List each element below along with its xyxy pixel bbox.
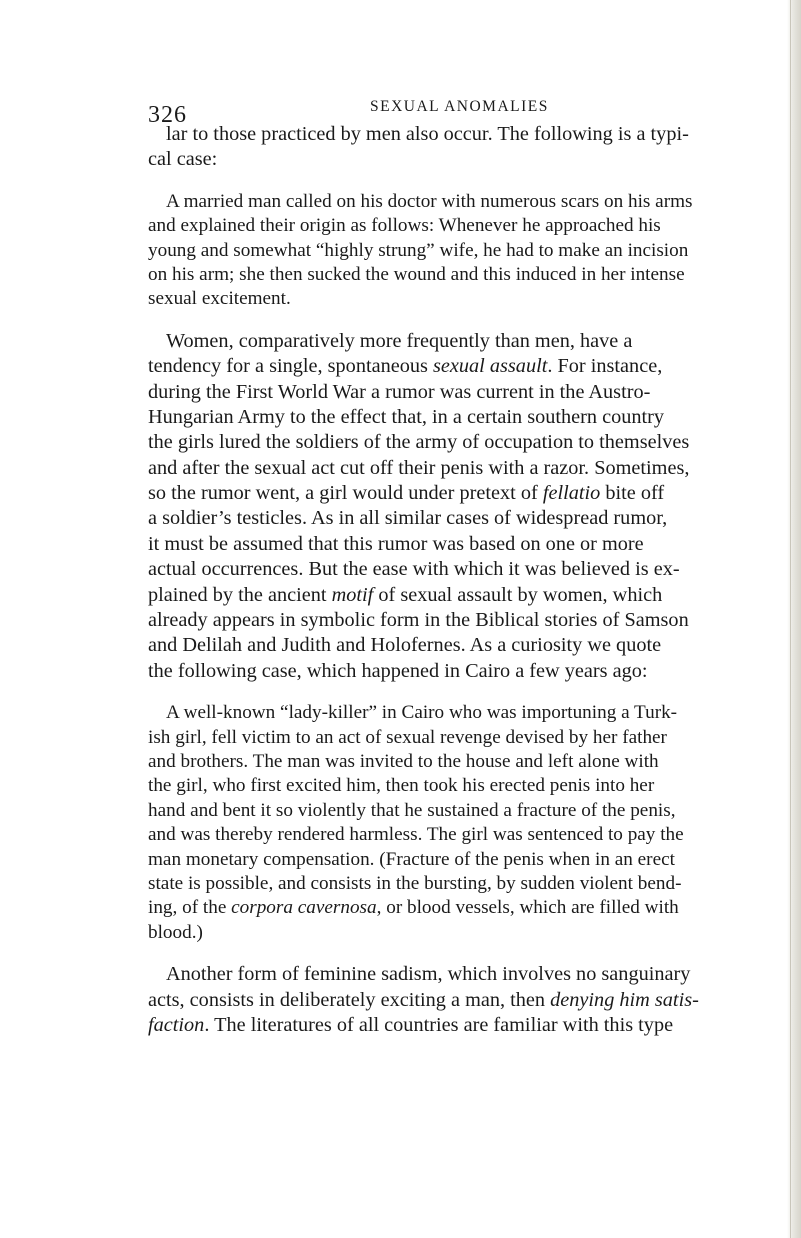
italic-term: denying him satis- (550, 988, 699, 1011)
paragraph-gap (148, 173, 773, 190)
paragraph-gap (148, 312, 773, 329)
text-line: Another form of feminine sadism, which involves no sanguinary (166, 963, 691, 986)
text-line: blood.) (148, 921, 203, 943)
text-line: and after the sexual act cut off their penis with a razor. Sometimes, (148, 456, 690, 479)
text-line: Hungarian Army to the effect that, in a certain southern country (148, 405, 665, 428)
text-line: ing, of the corpora cavernosa, or blood vessels, which are filled with (148, 897, 679, 919)
text-line: state is possible, and consists in the bursting, by sudden violent bend- (148, 872, 682, 894)
paragraph (148, 962, 773, 1038)
text-line: so the rumor went, a girl would under pretext of fellatio bite off (148, 482, 665, 505)
text-line: sexual excitement. (148, 288, 291, 310)
text-line: and was thereby rendered harmless. The girl was sentenced to pay the (148, 824, 684, 846)
text-line: actual occurrences. But the ease with which it was believed is ex- (148, 558, 680, 581)
text-line: faction. The literatures of all countries are familiar with this type (148, 1013, 674, 1036)
text-line: lar to those practiced by men also occur. The following is a typi- (166, 123, 689, 145)
paragraph (148, 122, 773, 173)
text-line: on his arm; she then sucked the wound and this induced in her intense (148, 263, 685, 285)
case-extract (148, 190, 773, 312)
text-line: the following case, which happened in Cairo a few years ago: (148, 659, 648, 682)
text-line: it must be assumed that this rumor was based on one or more (148, 532, 644, 555)
paragraph-gap (148, 945, 773, 962)
body-text (148, 122, 773, 1038)
running-head: SEXUAL ANOMALIES (370, 98, 549, 115)
text-line: acts, consists in deliberately exciting a man, then denying him satis- (148, 988, 699, 1011)
text-line: a soldier’s testicles. As in all similar cases of widespread rumor, (148, 507, 668, 530)
text-line: the girl, who first excited him, then took his erected penis into her (148, 775, 655, 797)
text-line: the girls lured the soldiers of the army of occupation to themselves (148, 431, 690, 454)
text-line: cal case: (148, 148, 218, 171)
text-line: and Delilah and Judith and Holofernes. As a curiosity we quote (148, 634, 662, 657)
text-line: A married man called on his doctor with numerous scars on his arms (166, 190, 693, 212)
page-number: 326 (148, 102, 187, 128)
text-line: ish girl, fell victim to an act of sexual revenge devised by her father (148, 726, 667, 748)
text-line: and brothers. The man was invited to the house and left alone with (148, 750, 659, 772)
text-line: young and somewhat “highly strung” wife, he had to make an incision (148, 239, 689, 261)
text-line: and explained their origin as follows: Whenever he approached his (148, 215, 661, 237)
italic-term: corpora cavernosa (231, 897, 377, 919)
text-line: Women, comparatively more frequently than men, have a (166, 329, 633, 352)
text-line: during the First World War a rumor was current in the Austro- (148, 380, 651, 403)
text-line: plained by the ancient motif of sexual assault by women, which (148, 583, 663, 606)
page-edge-line (790, 0, 791, 1238)
text-line: man monetary compensation. (Fracture of the penis when in an erect (148, 848, 675, 870)
paragraph-gap (148, 684, 773, 701)
italic-term: sexual assault (433, 355, 548, 378)
italic-term: fellatio (542, 482, 601, 505)
case-extract (148, 701, 773, 945)
text-line: hand and bent it so violently that he sustained a fracture of the penis, (148, 799, 676, 821)
text-line: A well-known “lady-killer” in Cairo who was importuning a Turk- (166, 702, 678, 724)
text-line: already appears in symbolic form in the Biblical stories of Samson (148, 609, 689, 632)
text-line: tendency for a single, spontaneous sexual assault. For instance, (148, 355, 663, 378)
italic-term: faction (148, 1013, 205, 1036)
italic-term: motif (331, 583, 374, 606)
paragraph (148, 329, 773, 684)
